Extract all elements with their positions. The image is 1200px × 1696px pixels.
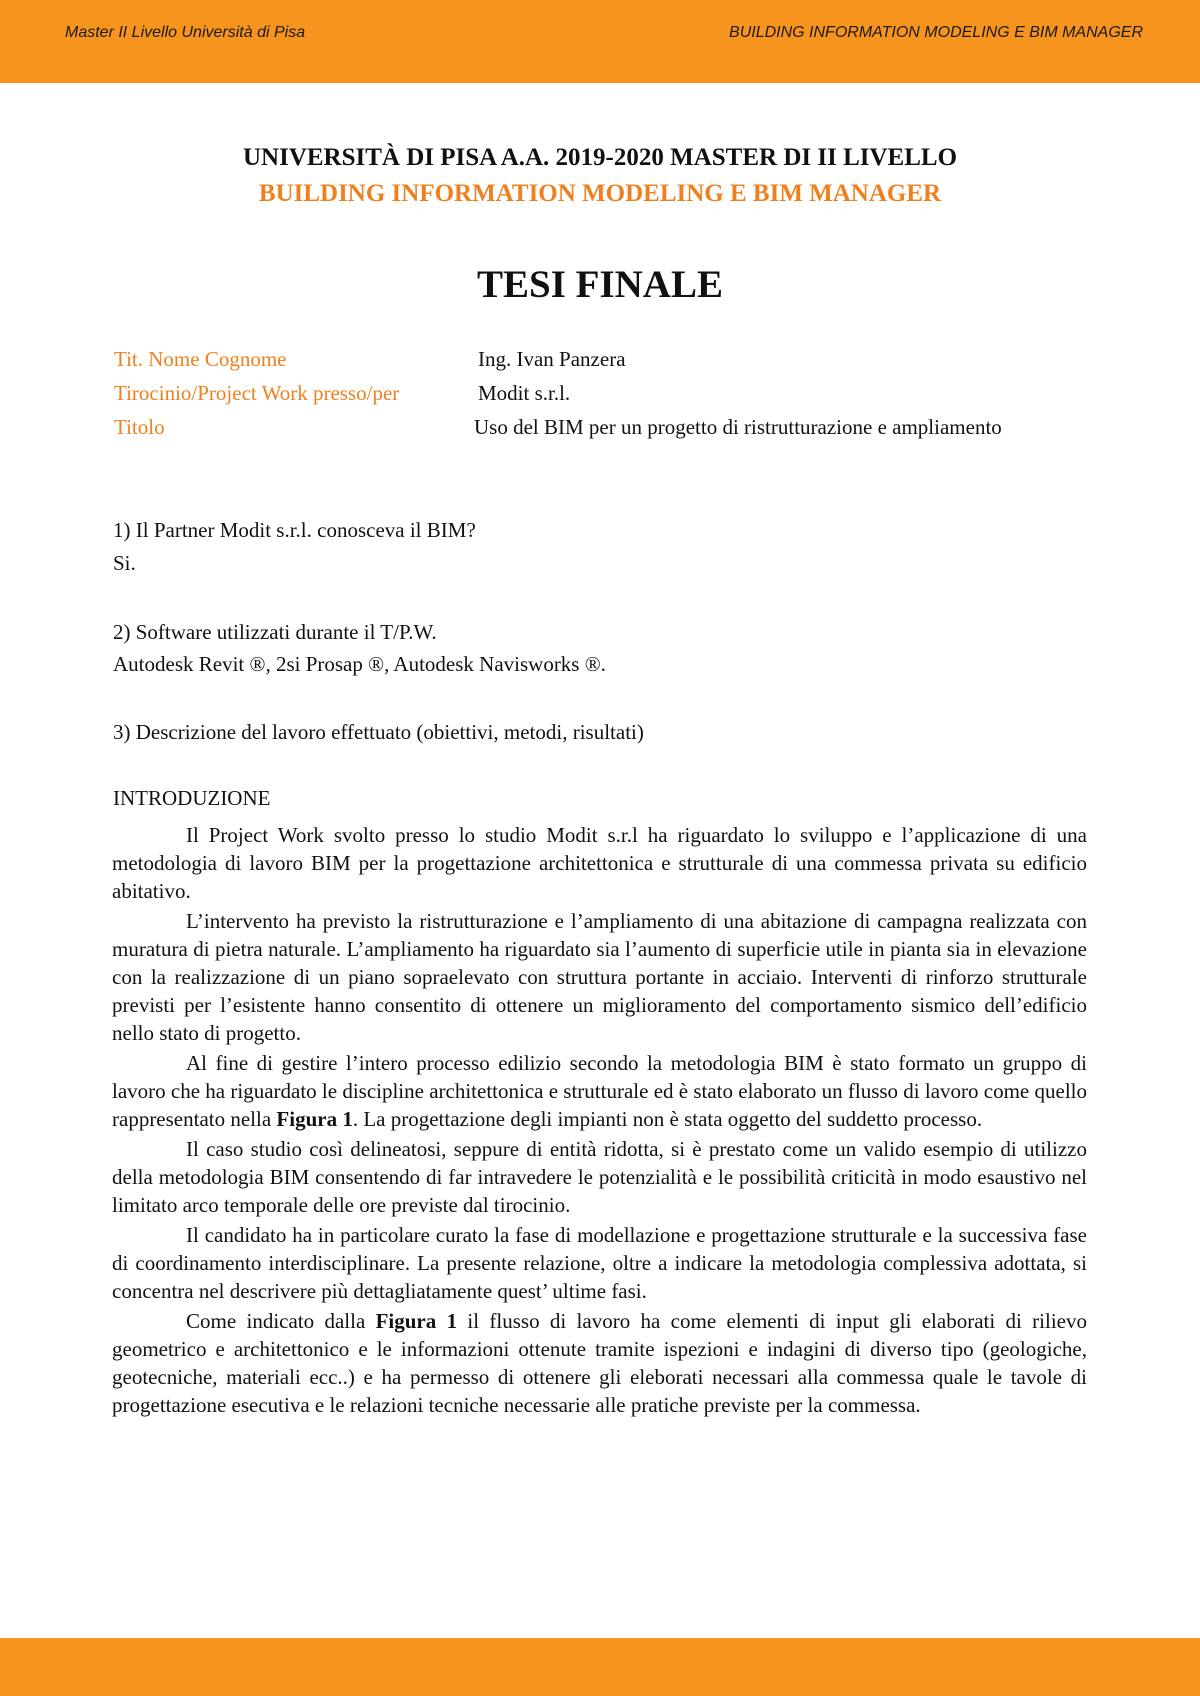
header-band	[0, 0, 1200, 83]
intro-paragraph-1: Il Project Work svolto presso lo studio Modit s.r.l ha riguardato lo sviluppo e l’applicazione di una metodologia di lavoro BIM per la progettazione architettonica e strutturale di una commessa privata su edificio abitativo.	[112, 823, 1087, 903]
footer-band	[0, 1638, 1200, 1696]
title-label: Titolo	[114, 415, 165, 439]
question-2: 2) Software utilizzati durante il T/P.W.	[113, 620, 437, 644]
figure-1-reference: Figura 1	[375, 1309, 458, 1333]
title-value: Uso del BIM per un progetto di ristrutturazione e ampliamento	[474, 415, 1002, 439]
name-value: Ing. Ivan Panzera	[478, 347, 626, 371]
header-left-text: Master II Livello Università di Pisa	[65, 24, 306, 41]
university-line: UNIVERSITÀ DI PISA A.A. 2019-2020 MASTER DI II LIVELLO	[242, 144, 958, 171]
intro-paragraph-6	[112, 1307, 1087, 1419]
internship-value: Modit s.r.l.	[478, 381, 571, 405]
figure-1-reference: Figura 1	[276, 1107, 353, 1131]
question-1: 1) Il Partner Modit s.r.l. conosceva il BIM?	[113, 518, 476, 542]
answer-2: Autodesk Revit ®, 2si Prosap ®, Autodesk Navisworks ®.	[113, 652, 606, 676]
intro-paragraph-6-text-a: Come indicato dalla	[186, 1309, 376, 1333]
intro-paragraph-3-text-a: Al fine di gestire l’intero processo edilizio secondo la metodologia BIM è stato formato un gruppo di lavoro che ha riguardato le discipline architettonica e strutturale ed è stato elaborato un flusso di lavoro come quello rappresentato nella	[112, 1051, 1087, 1131]
internship-label: Tirocinio/Project Work presso/per	[114, 381, 400, 405]
intro-paragraph-6-text-b: il flusso di lavoro ha come elementi di input gli elaborati di rilievo geometrico e architettonico e le informazioni ottenute tramite ispezioni e indagini di diverso tipo (geologiche, geotecniche, materiali ecc..) e ha permesso di ottenere gli eleborati necessari alla commessa quale le tavole di progettazione esecutiva e le relazioni tecniche necessarie alle pratiche previste per la commessa.	[112, 1309, 1087, 1417]
thesis-title: TESI FINALE	[477, 263, 723, 306]
intro-heading: INTRODUZIONE	[113, 786, 271, 810]
answer-1: Si.	[113, 551, 136, 575]
intro-body	[112, 821, 1087, 1421]
name-label: Tit. Nome Cognome	[114, 347, 287, 371]
intro-paragraph-3-text-b: . La progettazione degli impianti non è stata oggetto del suddetto processo.	[352, 1107, 983, 1131]
intro-paragraph-2: L’intervento ha previsto la ristrutturazione e l’ampliamento di una abitazione di campagna realizzata con muratura di pietra naturale. L’ampliamento ha riguardato sia l’aumento di superficie utile in pianta sia in elevazione con la realizzazione di un piano sopraelevato con struttura portante in acciaio. Interventi di rinforzo strutturale previsti per l’esistente hanno consentito di ottenere un miglioramento del comportamento sismico dell’edificio nello stato di progetto.	[112, 909, 1087, 1045]
intro-paragraph-4: Il caso studio così delineatosi, seppure di entità ridotta, si è prestato come un valido esempio di utilizzo della metodologia BIM consentendo di far intravedere le potenzialità e le possibilità criticità in modo esaustivo nel limitato arco temporale delle ore previste dal tirocinio.	[112, 1137, 1087, 1217]
intro-paragraph-3	[112, 1049, 1087, 1133]
course-line: BUILDING INFORMATION MODELING E BIM MANAGER	[258, 180, 942, 207]
header-right-text: BUILDING INFORMATION MODELING E BIM MANAGER	[729, 24, 1143, 41]
question-3: 3) Descrizione del lavoro effettuato (obiettivi, metodi, risultati)	[113, 720, 644, 744]
intro-paragraph-5: Il candidato ha in particolare curato la fase di modellazione e progettazione strutturale e la successiva fase di coordinamento interdisciplinare. La presente relazione, oltre a indicare la metodologia complessiva adottata, si concentra nel descrivere più dettagliatamente quest’ ultime fasi.	[112, 1223, 1087, 1303]
